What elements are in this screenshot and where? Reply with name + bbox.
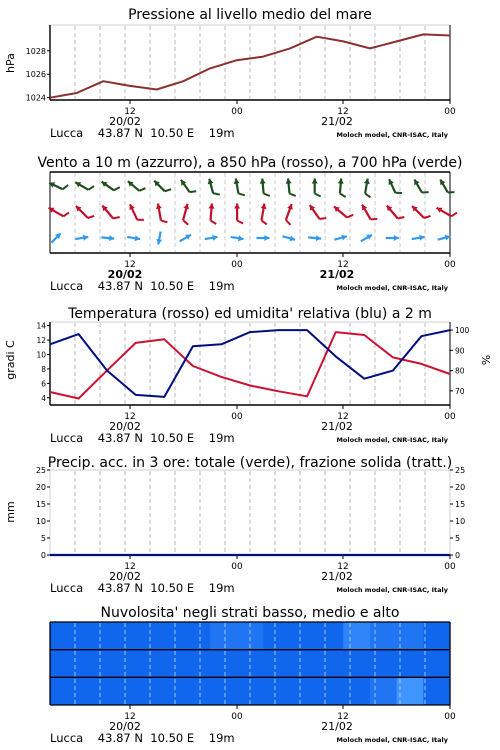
wind-vector — [412, 206, 430, 218]
model-credit: Moloch model, CNR-ISAC, Italy — [336, 736, 448, 744]
time-tick-label: 00 — [444, 562, 456, 572]
wind-barb — [88, 216, 94, 218]
cloud-cell — [343, 650, 370, 678]
y-tick-label-right: 10 — [455, 517, 466, 526]
wind-barb — [347, 215, 353, 218]
model-credit: Moloch model, CNR-ISAC, Italy — [336, 586, 448, 594]
cloud-cell — [290, 622, 317, 650]
wind-vector — [49, 208, 69, 217]
cloud-cell — [263, 650, 290, 678]
wind-vector — [234, 204, 243, 224]
cloud-cell — [130, 650, 157, 678]
wind-vector — [414, 180, 428, 193]
wind-vector — [128, 181, 146, 191]
time-tick-label: 00 — [444, 712, 456, 722]
wind-vector — [180, 235, 191, 242]
y-tick-label-right: 15 — [455, 500, 466, 509]
cloud-cell — [263, 677, 290, 705]
wind-arrowhead — [109, 235, 114, 241]
wind-vector — [286, 204, 293, 225]
wind-vector — [49, 182, 68, 189]
y-tick-label-right: 0 — [455, 551, 461, 560]
wind-barb — [286, 220, 291, 225]
chart-title: Precip. acc. in 3 ore: totale (verde), frazione solida (tratt.) — [47, 455, 453, 471]
time-tick-label: 12 — [337, 260, 349, 270]
cloud-cell — [210, 650, 237, 678]
y-tick-label: 25 — [35, 466, 46, 475]
cloud-cell — [397, 677, 424, 705]
plot-frame — [50, 322, 450, 405]
time-tick-label: 00 — [444, 107, 456, 117]
wind-barb — [139, 188, 145, 191]
time-tick-label: 00 — [444, 260, 456, 270]
wind-vector — [102, 182, 120, 191]
y-tick-label-right: 100 — [455, 326, 470, 336]
wind-vector — [361, 235, 372, 242]
wind-vector — [154, 181, 171, 192]
wind-vector — [231, 235, 244, 241]
time-tick-label: 12 — [124, 107, 136, 117]
model-credit: Moloch model, CNR-ISAC, Italy — [336, 436, 448, 444]
y-axis-label: gradi C — [4, 340, 17, 380]
y-tick-label-right: 70 — [455, 386, 465, 396]
time-tick-label: 12 — [124, 562, 136, 572]
wind-vector — [208, 179, 220, 195]
wind-vector — [205, 235, 218, 241]
date-label: 21/02 — [321, 720, 353, 733]
cloud-cell — [423, 622, 450, 650]
cloud-cell — [397, 622, 424, 650]
cloud-cell — [423, 650, 450, 678]
wind-vector — [156, 204, 168, 223]
time-tick-label: 12 — [124, 412, 136, 422]
wind-vector — [440, 180, 454, 193]
date-label: 21/02 — [321, 115, 353, 128]
time-tick-label: 12 — [337, 712, 349, 722]
y-axis-label-right: % — [480, 354, 493, 366]
wind-barb — [211, 221, 217, 225]
y-tick-label: 6 — [41, 379, 46, 389]
cloud-cell — [370, 677, 397, 705]
wind-vector — [75, 182, 94, 190]
y-tick-label: 10 — [36, 350, 46, 360]
y-axis-label: hPa — [4, 53, 17, 73]
wind-vector — [437, 208, 457, 217]
y-tick-label: 15 — [35, 500, 46, 509]
cloud-cell — [210, 677, 237, 705]
wind-barb — [451, 213, 457, 217]
cloud-cell — [370, 650, 397, 678]
wind-vector — [364, 179, 371, 198]
y-tick-label: 20 — [35, 483, 46, 492]
wind-barb — [315, 194, 321, 197]
time-tick-label: 12 — [124, 712, 136, 722]
cloud-cell — [183, 677, 210, 705]
wind-arrowhead — [316, 235, 321, 241]
cloud-cell — [343, 677, 370, 705]
wind-vector — [181, 180, 196, 192]
location-label: Lucca 43.87 N 10.50 E 19m — [50, 581, 235, 595]
time-tick-label: 00 — [231, 712, 243, 722]
wind-vector — [76, 235, 89, 241]
date-label: 20/02 — [107, 268, 143, 281]
time-tick-label: 12 — [337, 562, 349, 572]
y-tick-label-right: 90 — [455, 346, 465, 356]
y-tick-label: 10 — [35, 517, 46, 526]
location-label: Lucca 43.87 N 10.50 E 19m — [50, 731, 235, 745]
cloud-cell — [50, 677, 77, 705]
wind-vector — [209, 204, 217, 225]
y-tick-label: 8 — [41, 364, 46, 374]
wind-barb — [340, 194, 346, 198]
y-axis-label: mm — [4, 501, 17, 523]
wind-vector — [312, 179, 321, 197]
wind-vector — [412, 235, 425, 241]
date-label: 20/02 — [109, 115, 141, 128]
y-tick-label: 4 — [41, 393, 46, 403]
wind-vector — [183, 204, 189, 225]
wind-barb — [320, 218, 327, 219]
cloud-cell — [130, 677, 157, 705]
time-tick-label: 00 — [231, 260, 243, 270]
date-label: 20/02 — [109, 570, 141, 583]
wind-barb — [165, 189, 171, 191]
wind-barb — [238, 193, 244, 195]
cloud-cell — [317, 677, 344, 705]
wind-barb — [190, 191, 197, 192]
cloud-cell — [343, 622, 370, 650]
wind-barb — [183, 220, 188, 225]
wind-arrowhead — [394, 235, 399, 241]
wind-arrowhead — [264, 235, 269, 241]
wind-barb — [88, 186, 94, 190]
date-label: 20/02 — [109, 420, 141, 433]
cloud-cell — [50, 650, 77, 678]
wind-barb — [290, 194, 296, 196]
wind-barb — [114, 187, 120, 190]
wind-vector — [129, 204, 144, 220]
y-tick-label: 1024 — [25, 93, 46, 103]
cloud-cell — [423, 677, 450, 705]
chart-title: Nuvolosita' negli strati basso, medio e alto — [100, 605, 400, 621]
y-tick-label: 1026 — [25, 70, 46, 80]
wind-barb — [264, 194, 270, 196]
wind-vector — [286, 179, 296, 196]
wind-vector — [76, 206, 94, 218]
y-tick-label: 1028 — [25, 46, 46, 56]
wind-vector — [338, 179, 346, 198]
location-label: Lucca 43.87 N 10.50 E 19m — [50, 126, 235, 140]
wind-arrowhead — [209, 204, 215, 209]
wind-vector — [308, 235, 321, 241]
wind-barb — [161, 220, 168, 222]
cloud-cell — [210, 622, 237, 650]
wind-arrowhead — [234, 204, 240, 209]
cloud-cell — [370, 622, 397, 650]
cloud-cell — [50, 622, 77, 650]
wind-vector — [283, 236, 296, 242]
wind-barb — [262, 220, 267, 224]
y-tick-label-right: 80 — [455, 366, 465, 376]
wind-vector — [102, 206, 119, 219]
y-tick-label-right: 20 — [455, 483, 466, 492]
chart-title: Temperatura (rosso) ed umidita' relativa (blu) a 2 m — [68, 306, 432, 322]
wind-vector — [386, 235, 399, 241]
wind-barb — [63, 185, 68, 189]
cloud-cell — [290, 650, 317, 678]
chart-title: Pressione al livello medio del mare — [128, 7, 372, 23]
time-tick-label: 12 — [124, 260, 136, 270]
wind-arrowhead — [338, 179, 344, 184]
cloud-cell — [103, 622, 130, 650]
time-tick-label: 12 — [337, 107, 349, 117]
cloud-cell — [103, 677, 130, 705]
wind-vector — [310, 205, 326, 219]
location-label: Lucca 43.87 N 10.50 E 19m — [50, 431, 235, 445]
wind-vector — [156, 232, 162, 245]
date-label: 20/02 — [109, 720, 141, 733]
wind-vector — [260, 179, 270, 196]
time-tick-label: 00 — [444, 412, 456, 422]
cloud-cell — [290, 677, 317, 705]
wind-barb — [237, 221, 243, 224]
time-tick-label: 00 — [231, 107, 243, 117]
cloud-cell — [183, 650, 210, 678]
wind-barb — [398, 217, 405, 219]
cloud-cell — [183, 622, 210, 650]
wind-arrowhead — [260, 179, 266, 184]
model-credit: Moloch model, CNR-ISAC, Italy — [336, 131, 448, 139]
wind-barb — [213, 193, 220, 194]
wind-vector — [101, 235, 114, 241]
wind-vector — [334, 235, 347, 241]
cloud-cell — [157, 622, 184, 650]
y-tick-label-right: 25 — [455, 466, 466, 475]
location-label: Lucca 43.87 N 10.50 E 19m — [50, 279, 235, 293]
y-tick-label-right: 5 — [455, 534, 461, 543]
cloud-cell — [130, 622, 157, 650]
date-label: 21/02 — [319, 268, 355, 281]
y-tick-label: 0 — [40, 551, 46, 560]
cloud-cell — [317, 650, 344, 678]
cloud-cell — [103, 650, 130, 678]
time-tick-label: 00 — [231, 562, 243, 572]
wind-vector — [127, 235, 140, 241]
date-label: 21/02 — [321, 570, 353, 583]
wind-vector — [234, 179, 245, 196]
wind-arrowhead — [312, 179, 318, 184]
cloud-cell — [157, 650, 184, 678]
wind-vector — [261, 204, 267, 225]
cloud-cell — [317, 622, 344, 650]
time-tick-label: 00 — [231, 412, 243, 422]
date-label: 21/02 — [321, 420, 353, 433]
wind-barb — [113, 217, 120, 219]
cloud-cell — [263, 622, 290, 650]
y-tick-label: 14 — [36, 321, 46, 331]
chart-title: Vento a 10 m (azzurro), a 850 hPa (rosso), a 700 hPa (verde) — [37, 155, 463, 171]
time-tick-label: 12 — [337, 412, 349, 422]
cloud-cell — [397, 650, 424, 678]
model-credit: Moloch model, CNR-ISAC, Italy — [336, 284, 448, 292]
wind-vector — [387, 206, 405, 219]
wind-barb — [365, 193, 370, 197]
y-tick-label: 5 — [40, 534, 46, 543]
wind-vector — [51, 233, 60, 242]
wind-vector — [256, 235, 269, 241]
y-tick-label: 12 — [36, 336, 46, 346]
wind-vector — [438, 235, 451, 241]
cloud-cell — [157, 677, 184, 705]
wind-arrowhead — [286, 179, 292, 184]
wind-barb — [63, 213, 69, 217]
